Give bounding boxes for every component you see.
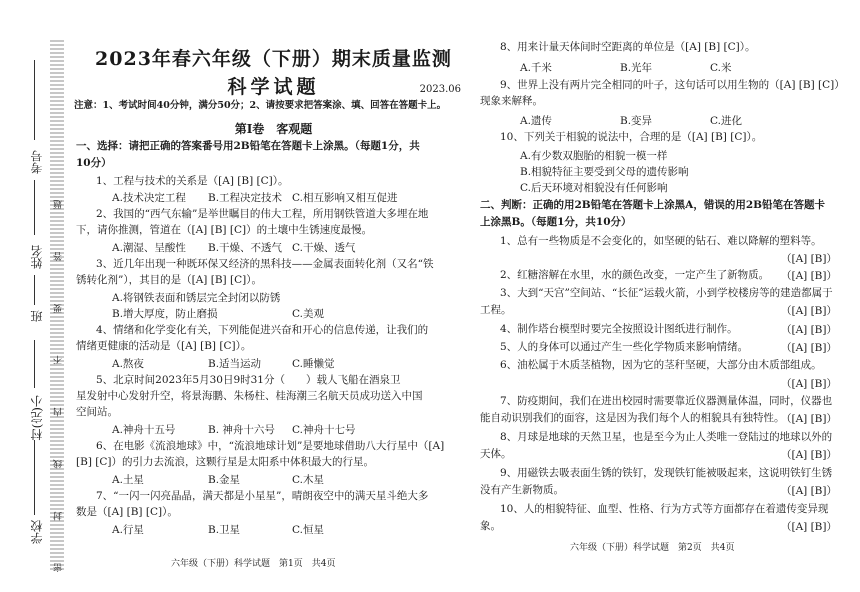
- question-3: 3、近几年出现一种既环保又经济的黑科技——金属表面转化剂（又名“铁: [96, 258, 434, 270]
- judge-7-answer: （[A] [B]）: [780, 413, 837, 425]
- q8-option-a: A.千米: [520, 62, 552, 74]
- part2-heading: 二、判断：正确的用2B铅笔在答题卡上涂黑A，错误的用2B铅笔在答题卡: [480, 199, 826, 211]
- q10-option-c: C.后天环境对相貌没有任何影响: [520, 182, 668, 194]
- question-3-cont: 锈转化剂”），其目的是（[A] [B] [C]）。: [76, 274, 262, 286]
- q5-option-b: B. 神舟十六号: [208, 424, 275, 436]
- exam-title: 2023年春六年级（下册）期末质量监测: [95, 48, 452, 70]
- question-6-cont: [B] [C]）的引力去流浪，这颗行星是太阳系中体积最大的行星。: [76, 456, 374, 468]
- q1-option-a: A.技术决定工程: [112, 192, 186, 204]
- judge-5-answer: （[A] [B]）: [780, 342, 837, 354]
- judge-4-answer: （[A] [B]）: [780, 324, 837, 336]
- judge-8: 8、月球是地球的天然卫星，也是至今为止人类唯一登陆过的地球以外的: [500, 431, 833, 443]
- question-4: 4、情绪和化学变化有关，下列能促进兴奋和开心的信息传递，让我们的: [96, 324, 429, 336]
- judge-9: 9、用磁铁去吸表面生锈的铁钉，发现铁钉能被吸起来，这说明铁钉生锈: [500, 467, 833, 479]
- q7-option-c: C.恒星: [292, 524, 324, 536]
- judge-3-answer: （[A] [B]）: [780, 305, 837, 317]
- seal-text: 密 封 线 内 不 要 答 题: [54, 180, 64, 573]
- q9-option-a: A.遗传: [520, 115, 552, 127]
- fill-line-xuexiao: [34, 440, 35, 515]
- judge-8-answer: （[A] [B]）: [780, 449, 837, 461]
- q1-option-b: B.工程决定技术: [208, 192, 283, 204]
- part1-heading: 一、选择：请把正确的答案番号用2B铅笔在答题卡上涂黑。（每题1分，共: [76, 140, 420, 152]
- exam-subtitle: 科学试题: [227, 76, 320, 98]
- part1-heading-cont: 10分）: [76, 157, 112, 169]
- q4-option-c: C.睡懒觉: [292, 358, 335, 370]
- judge-9-cont: 没有产生新物质。: [480, 484, 564, 496]
- q5-option-a: A.神舟十五号: [112, 424, 176, 436]
- q7-option-a: A.行星: [112, 524, 144, 536]
- judge-2-answer: （[A] [B]）: [780, 270, 837, 282]
- judge-6: 6、油松属于木质茎植物，因为它的茎秆坚硬，大部分由木质部组成。: [500, 359, 822, 371]
- fill-line-ban: [34, 275, 35, 305]
- page-2-footer: 六年级（下册）科学试题 第2页 共4页: [570, 543, 735, 553]
- q2-option-c: C.干燥、透气: [292, 242, 356, 254]
- q8-option-c: C.米: [710, 62, 732, 74]
- q8-option-b: B.光年: [620, 62, 653, 74]
- q10-option-b: B.相貌特征主要受到父母的遗传影响: [520, 166, 689, 178]
- question-7-cont: 数是（[A] [B] [C]）。: [76, 506, 178, 518]
- question-10: 10、下列关于相貌的说法中，合理的是（[A] [B] [C]）。: [500, 131, 763, 143]
- q6-option-c: C.木星: [292, 474, 324, 486]
- judge-7: 7、防疫期间，我们在进出校园时需要靠近仪器测量体温，同时，仪器也: [500, 395, 833, 407]
- label-xuexiao: 学校: [30, 520, 44, 544]
- question-6: 6、在电影《流浪地球》中，“流浪地球计划”是要地球借助八大行星中（[A]: [96, 440, 445, 452]
- q3-option-b: B.增大厚度，防止磨损: [112, 308, 218, 320]
- judge-6-answer: （[A] [B]）: [780, 378, 837, 390]
- judge-1: 1、总有一些物质是不会变化的，如坚硬的钻石、难以降解的塑料等。: [500, 235, 822, 247]
- judge-2: 2、红糖溶解在水里，水的颜色改变，一定产生了新物质。: [500, 269, 770, 281]
- judge-4: 4、制作塔台模型时要完全按照设计图纸进行制作。: [500, 323, 738, 335]
- question-2-cont: 下，请你推测，管道在（[A] [B] [C]）的土壤中生锈速度最慢。: [76, 224, 373, 236]
- judge-5: 5、人的身体可以通过产生一些化学物质来影响情绪。: [500, 341, 749, 353]
- label-xingming: 姓名: [30, 245, 44, 269]
- question-8: 8、用来计量天体间时空距离的单位是（[A] [B] [C]）。: [500, 41, 756, 53]
- q9-option-b: B.变异: [620, 115, 653, 127]
- q5-option-c: C.神舟十七号: [292, 424, 356, 436]
- label-ban: 班: [30, 310, 44, 322]
- question-9: 9、世界上没有两片完全相同的叶子，这句话可以用生物的（[A] [B] [C]）: [500, 79, 845, 91]
- q3-option-a: A.将钢铁表面和锈层完全封闭以防锈: [112, 292, 281, 304]
- question-5-cont: 星发射中心发射升空，将景海鹏、朱杨柱、桂海潮三名航天员成功送入中国: [76, 390, 423, 402]
- q6-option-a: A.土星: [112, 474, 144, 486]
- part2-heading-cont: 上涂黑B。（每题1分，共10分）: [480, 216, 632, 228]
- fill-line-kaohao: [34, 60, 35, 140]
- q7-option-b: B.卫星: [208, 524, 241, 536]
- judge-8-cont: 天体。: [480, 448, 512, 460]
- judge-7-cont: 能自动识别我们的面容，这是因为我们每个人的相貌具有独特性。: [480, 412, 785, 424]
- label-kaohao: 考号: [30, 150, 44, 174]
- page-1-footer: 六年级（下册）科学试题 第1页 共4页: [171, 559, 336, 569]
- question-2: 2、我国的“西气东输”是举世瞩目的伟大工程，所用钢铁管道大多埋在地: [96, 208, 429, 220]
- question-5-cont2: 空间站。: [76, 406, 118, 418]
- q2-option-b: B.干燥、不透气: [208, 242, 283, 254]
- q1-option-c: C.相互影响又相互促进: [292, 192, 398, 204]
- q2-option-a: A.潮湿、呈酸性: [112, 242, 186, 254]
- judge-10-cont: 象。: [480, 520, 501, 532]
- question-4-cont: 情绪更健康的活动是（[A] [B] [C]）。: [76, 340, 252, 352]
- judge-10-answer: （[A] [B]）: [780, 521, 837, 533]
- q4-option-a: A.熬夜: [112, 358, 144, 370]
- q4-option-b: B.适当运动: [208, 358, 262, 370]
- question-5: 5、北京时间2023年5月30日9时31分（ ）载人飞船在酒泉卫: [96, 374, 401, 386]
- exam-note: 注意：1、考试时间40分钟，满分50分；2、请按要求把答案涂、填、回答在答题卡上。: [74, 100, 447, 111]
- binding-strip: [0, 0, 70, 592]
- q6-option-b: B.金星: [208, 474, 241, 486]
- judge-3: 3、大到“天宫”空间站、“长征”运载火箭，小到学校楼房等的建造都属于: [500, 287, 833, 299]
- q9-option-c: C.进化: [710, 115, 742, 127]
- exam-date: 2023.06: [419, 84, 461, 95]
- label-cunxiao: 村(完)小: [30, 395, 44, 441]
- fill-line-cunxiao: [34, 340, 35, 388]
- judge-1-answer: （[A] [B]）: [780, 253, 837, 265]
- q3-option-c: C.美观: [292, 308, 324, 320]
- q10-option-a: A.有少数双胞胎的相貌一模一样: [520, 150, 668, 162]
- question-1: 1、工程与技术的关系是（[A] [B] [C]）。: [96, 175, 289, 187]
- question-7: 7、“一闪一闪亮晶晶，满天都是小星星”，晴朗夜空中的满天星斗绝大多: [96, 490, 429, 502]
- question-9-cont: 现象来解释。: [480, 95, 543, 107]
- judge-3-cont: 工程。: [480, 304, 512, 316]
- section-title: 第Ⅰ卷 客观题: [234, 122, 313, 136]
- fill-line-xingming: [34, 180, 35, 235]
- judge-10: 10、人的相貌特征、血型、性格、行为方式等方面都存在着遗传变异现: [500, 503, 829, 515]
- judge-9-answer: （[A] [B]）: [780, 485, 837, 497]
